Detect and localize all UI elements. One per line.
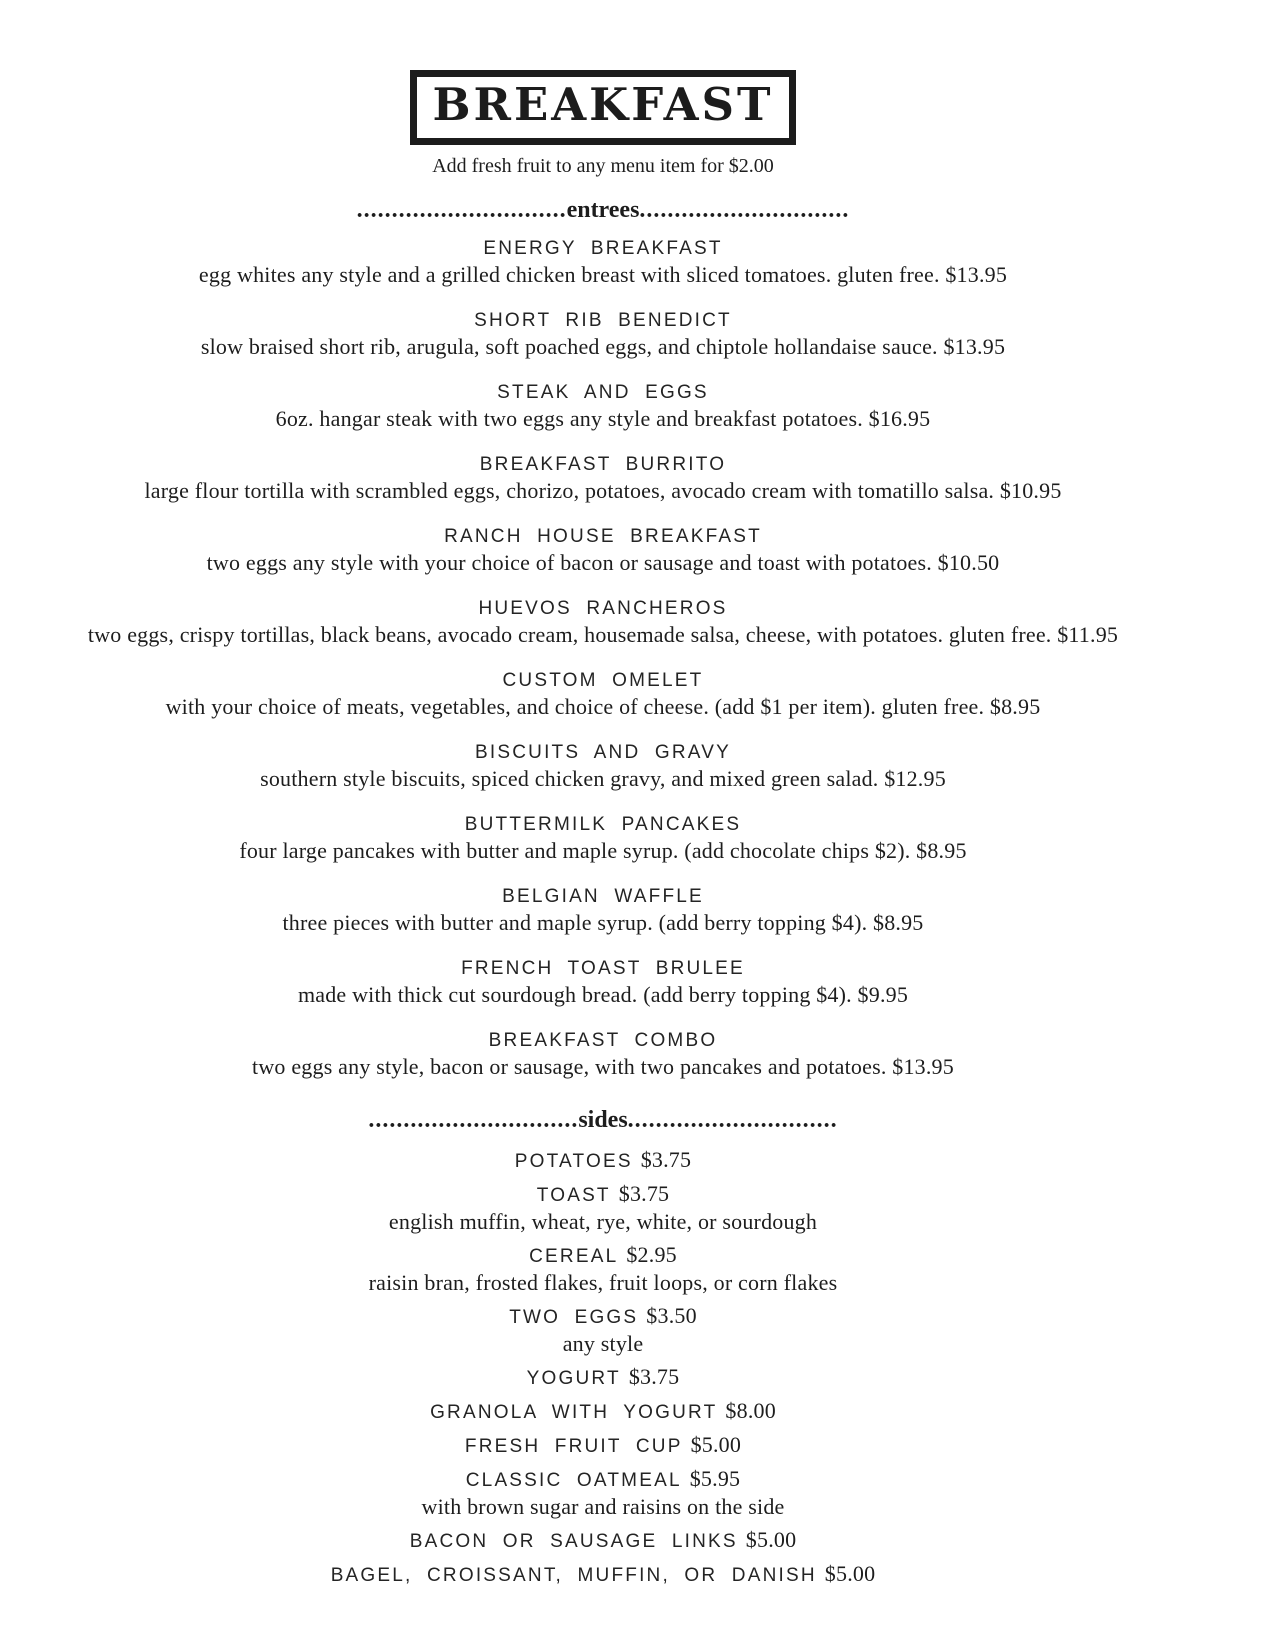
title-box xyxy=(410,70,797,145)
menu-item-buttermilk-pancakes xyxy=(28,813,1178,865)
item-name: HUEVOS RANCHEROS xyxy=(478,598,728,619)
menu-item-steak-and-eggs xyxy=(28,381,1178,433)
menu-item-belgian-waffle xyxy=(28,885,1178,937)
item-name: BACON OR SAUSAGE LINKS xyxy=(409,1531,738,1552)
item-price: $5.95 xyxy=(689,1466,741,1491)
menu-item-short-rib-benedict xyxy=(28,309,1178,361)
item-description: with brown sugar and raisins on the side xyxy=(421,1494,785,1519)
section-label-entrees: entrees xyxy=(566,197,640,223)
menu-item-bacon-or-sausage-links xyxy=(28,1527,1178,1554)
menu-item-yogurt xyxy=(28,1364,1178,1391)
item-description: two eggs any style with your choice of bacon or sausage and toast with potatoes. $10.50 xyxy=(206,550,1000,575)
menu-item-ranch-house-breakfast xyxy=(28,525,1178,577)
item-description: two eggs, crispy tortillas, black beans, avocado cream, housemade salsa, cheese, with potatoes. gluten free. $11.95 xyxy=(87,622,1119,647)
menu-item-two-eggs xyxy=(28,1303,1178,1357)
item-price: $5.00 xyxy=(690,1432,742,1457)
item-name: TOAST xyxy=(536,1185,611,1206)
item-name: FRESH FRUIT CUP xyxy=(464,1436,683,1457)
item-name: FRENCH TOAST BRULEE xyxy=(461,958,745,979)
menu-item-cereal xyxy=(28,1242,1178,1296)
item-description: two eggs any style, bacon or sausage, with two pancakes and potatoes. $13.95 xyxy=(252,1054,954,1079)
item-description: slow braised short rib, arugula, soft poached eggs, and chiptole hollandaise sauce. $13.95 xyxy=(200,334,1006,359)
item-price: $2.95 xyxy=(626,1242,677,1267)
leader-dots-left: .............................. xyxy=(368,1107,579,1133)
section-header-entrees xyxy=(28,197,1178,223)
menu-item-huevos-rancheros xyxy=(28,597,1178,649)
leader-dots-right: .............................. xyxy=(639,197,850,223)
menu-item-granola-with-yogurt xyxy=(28,1398,1178,1425)
item-name: TWO EGGS xyxy=(509,1307,639,1328)
item-name: CEREAL xyxy=(529,1246,619,1267)
item-description: made with thick cut sourdough bread. (add berry topping $4). $9.95 xyxy=(297,982,909,1007)
menu-item-breakfast-combo xyxy=(28,1029,1178,1081)
item-description: english muffin, wheat, rye, white, or sourdough xyxy=(388,1209,818,1234)
item-name: BISCUITS AND GRAVY xyxy=(475,742,731,763)
leader-dots-left: .............................. xyxy=(356,197,567,223)
menu-item-french-toast-brulee xyxy=(28,957,1178,1009)
item-price: $8.00 xyxy=(725,1398,776,1423)
item-price: $5.00 xyxy=(745,1527,797,1552)
item-name: BREAKFAST COMBO xyxy=(488,1030,718,1051)
item-description: large flour tortilla with scrambled eggs, chorizo, potatoes, avocado cream with tomatillo salsa. $10.95 xyxy=(144,478,1062,503)
item-description: egg whites any style and a grilled chicken breast with sliced tomatoes. gluten free. $13.95 xyxy=(198,262,1008,287)
item-description: any style xyxy=(562,1331,644,1356)
item-name: BELGIAN WAFFLE xyxy=(502,886,704,907)
item-price: $3.75 xyxy=(640,1147,692,1172)
item-description: with your choice of meats, vegetables, and choice of cheese. (add $1 per item). gluten free. $8.95 xyxy=(165,694,1041,719)
item-name: RANCH HOUSE BREAKFAST xyxy=(444,526,762,547)
item-price: $3.50 xyxy=(646,1303,697,1328)
item-price: $5.00 xyxy=(824,1561,876,1586)
menu-item-classic-oatmeal xyxy=(28,1466,1178,1520)
item-description: three pieces with butter and maple syrup. (add berry topping $4). $8.95 xyxy=(282,910,924,935)
item-name: STEAK AND EGGS xyxy=(497,382,709,403)
item-name: BUTTERMILK PANCAKES xyxy=(464,814,742,835)
menu-item-toast xyxy=(28,1181,1178,1235)
section-header-sides xyxy=(28,1107,1178,1133)
section-label-sides: sides xyxy=(578,1107,628,1133)
item-price: $3.75 xyxy=(628,1364,680,1389)
item-name: ENERGY BREAKFAST xyxy=(483,238,723,259)
item-name: GRANOLA WITH YOGURT xyxy=(430,1402,718,1423)
item-name: BREAKFAST BURRITO xyxy=(479,454,727,475)
item-description: four large pancakes with butter and maple syrup. (add chocolate chips $2). $8.95 xyxy=(239,838,967,863)
menu-item-breakfast-burrito xyxy=(28,453,1178,505)
item-price: $3.75 xyxy=(618,1181,670,1206)
page-title: BREAKFAST xyxy=(432,78,774,131)
menu-item-potatoes xyxy=(28,1147,1178,1174)
item-name: CLASSIC OATMEAL xyxy=(465,1470,682,1491)
menu-item-fresh-fruit-cup xyxy=(28,1432,1178,1459)
menu-item-bagel-croissant-muffin-danish xyxy=(28,1561,1178,1588)
item-name: POTATOES xyxy=(514,1151,633,1172)
menu-subtitle: Add fresh fruit to any menu item for $2.00 xyxy=(432,155,774,177)
menu-item-custom-omelet xyxy=(28,669,1178,721)
item-description: southern style biscuits, spiced chicken gravy, and mixed green salad. $12.95 xyxy=(260,766,946,791)
item-name: YOGURT xyxy=(526,1368,621,1389)
menu-item-energy-breakfast xyxy=(28,237,1178,289)
menu-item-biscuits-and-gravy xyxy=(28,741,1178,793)
item-name: CUSTOM OMELET xyxy=(502,670,704,691)
leader-dots-right: .............................. xyxy=(627,1107,838,1133)
item-description: 6oz. hangar steak with two eggs any style and breakfast potatoes. $16.95 xyxy=(275,406,931,431)
item-name: SHORT RIB BENEDICT xyxy=(474,310,732,331)
menu-page xyxy=(28,0,1178,1588)
item-description: raisin bran, frosted flakes, fruit loops, or corn flakes xyxy=(368,1270,838,1295)
item-name: BAGEL, CROISSANT, MUFFIN, OR DANISH xyxy=(330,1565,817,1586)
